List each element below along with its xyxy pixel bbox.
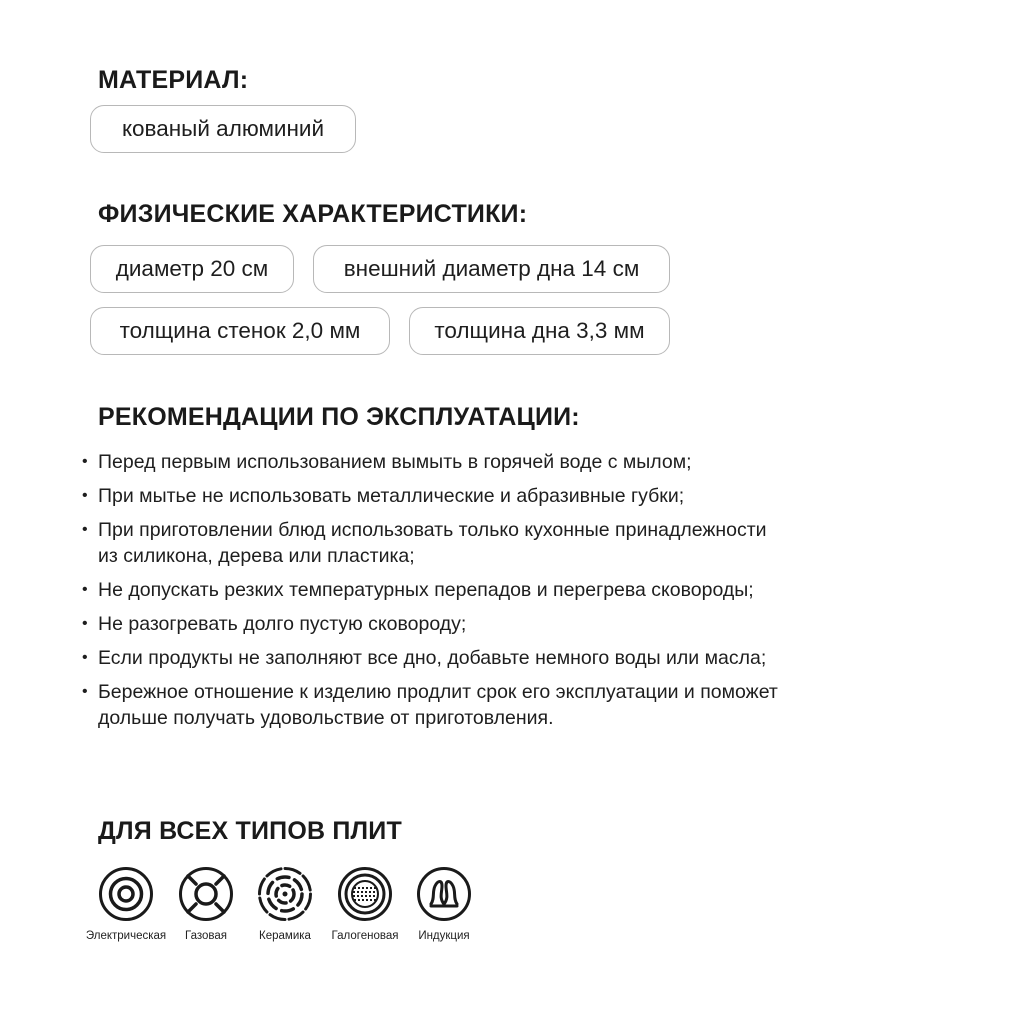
- list-item: • Бережное отношение к изделию продлит срок его эксплуатации и поможет дольше получать удовольствие от приготовления.: [80, 679, 780, 731]
- halogen-stove-icon: [337, 866, 393, 922]
- list-item: • Не допускать резких температурных перепадов и перегрева сковороды;: [80, 577, 780, 603]
- stove-label: Индукция: [418, 930, 470, 942]
- ceramic-stove-icon: [257, 866, 313, 922]
- spec-pill-bottom-thickness: толщина дна 3,3 мм: [409, 307, 670, 355]
- stove-type-induction: [396, 866, 492, 942]
- usage-list: [80, 449, 780, 739]
- list-item: • Если продукты не заполняют все дно, добавьте немного воды или масла;: [80, 645, 780, 671]
- list-item: • Перед первым использованием вымыть в горячей воде с мылом;: [80, 449, 780, 475]
- usage-heading: РЕКОМЕНДАЦИИ ПО ЭКСПЛУАТАЦИИ:: [98, 403, 580, 431]
- stoves-heading: ДЛЯ ВСЕХ ТИПОВ ПЛИТ: [98, 817, 402, 845]
- stove-label: Газовая: [185, 930, 227, 942]
- spec-pill-wall-thickness: толщина стенок 2,0 мм: [90, 307, 390, 355]
- spec-pill-bottom-diameter: внешний диаметр дна 14 см: [313, 245, 670, 293]
- induction-stove-icon: [416, 866, 472, 922]
- material-heading: МАТЕРИАЛ:: [98, 66, 249, 94]
- gas-stove-icon: [178, 866, 234, 922]
- stove-label: Керамика: [259, 930, 311, 942]
- material-value-pill: кованый алюминий: [90, 105, 356, 153]
- electric-stove-icon: [98, 866, 154, 922]
- stove-label: Электрическая: [85, 930, 167, 942]
- list-item: • При мытье не использовать металлические и абразивные губки;: [80, 483, 780, 509]
- stove-label: Галогеновая: [331, 930, 399, 942]
- physical-heading: ФИЗИЧЕСКИЕ ХАРАКТЕРИСТИКИ:: [98, 200, 528, 228]
- list-item: • Не разогревать долго пустую сковороду;: [80, 611, 780, 637]
- list-item: • При приготовлении блюд использовать только кухонные принадлежности из силикона, дерева или пластика;: [80, 517, 780, 569]
- spec-pill-diameter: диаметр 20 см: [90, 245, 294, 293]
